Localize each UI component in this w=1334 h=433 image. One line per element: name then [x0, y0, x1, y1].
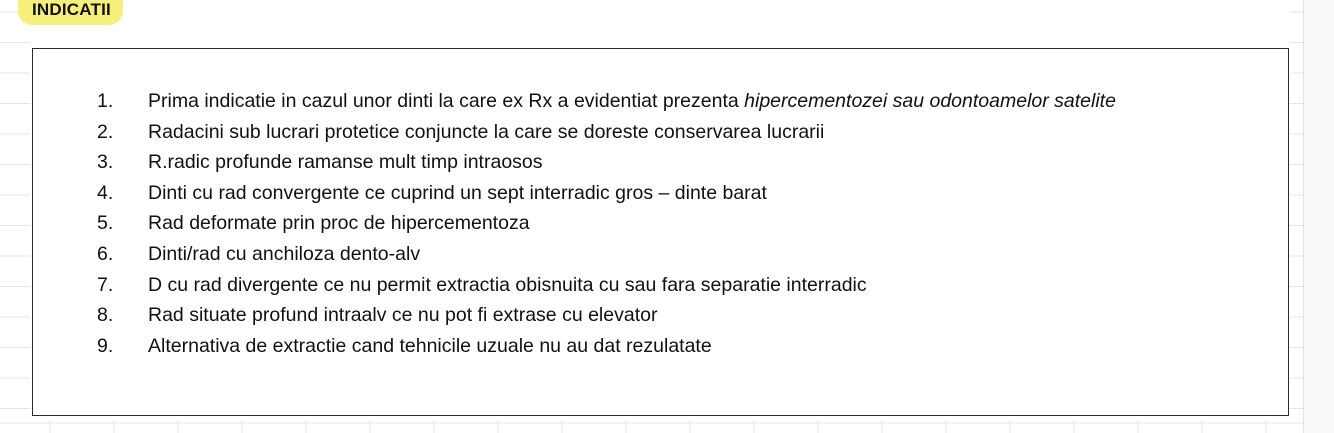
heading-container [18, 0, 123, 25]
list-item [97, 208, 1247, 239]
list-item [97, 300, 1247, 331]
list-item-text: D cu rad divergente ce nu permit extractia obisnuita cu sau fara separatie interradic [148, 273, 867, 296]
list-item-text: Prima indicatie in cazul unor dinti la care ex Rx a evidentiat prezenta [148, 90, 745, 112]
list-item-number: 3. [97, 151, 114, 174]
list-item [97, 239, 1247, 270]
list-item-text: Rad deformate prin proc de hipercementoza [148, 212, 530, 235]
list-item-number: 1. [97, 90, 114, 112]
list-item-number: 2. [97, 120, 114, 143]
list-item-number: 9. [97, 334, 114, 357]
list-item [97, 178, 1247, 209]
right-edge-panel [1303, 0, 1334, 433]
list-item [97, 270, 1247, 301]
list-item-number: 5. [97, 212, 114, 235]
list-item-text: Radacini sub lucrari protetice conjuncte la care se doreste conservarea lucrarii [148, 120, 825, 143]
list-item-text: Rad situate profund intraalv ce nu pot fi extrase cu elevator [148, 304, 658, 327]
list-item [97, 147, 1247, 178]
list-item-text: Dinti cu rad convergente ce cuprind un sept interradic gros – dinte barat [148, 181, 767, 204]
list-item-text: Dinti/rad cu anchiloza dento-alv [148, 242, 421, 265]
list-item-number: 8. [97, 304, 114, 327]
list-item [97, 86, 1247, 117]
list-item-number: 6. [97, 242, 114, 265]
indications-list [97, 86, 1247, 361]
list-item-emphasis: hipercementozei sau odontoamelor satelite [744, 90, 1116, 112]
document-box [32, 48, 1289, 416]
list-item-number: 4. [97, 181, 114, 204]
list-item-text: R.radic profunde ramanse mult timp intraosos [148, 151, 543, 174]
list-item-number: 7. [97, 273, 114, 296]
section-heading: INDICATII [18, 0, 123, 25]
list-item [97, 117, 1247, 148]
list-item-text: Alternativa de extractie cand tehnicile uzuale nu au dat rezulatate [148, 334, 712, 357]
list-item [97, 331, 1247, 362]
